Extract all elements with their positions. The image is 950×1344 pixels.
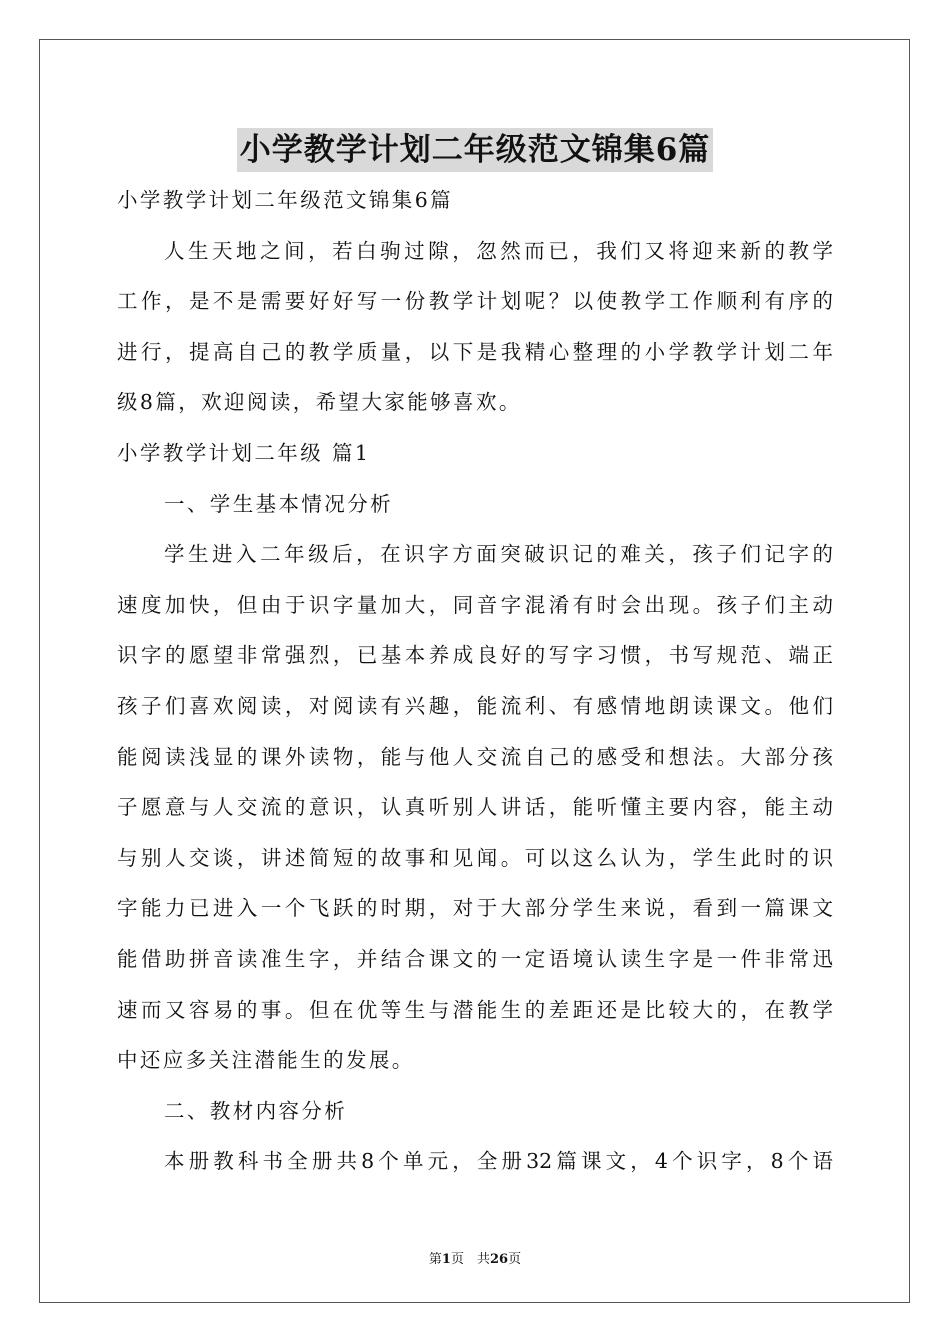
footer-middle: 页 共 [450,1252,490,1267]
document-body [117,180,833,1192]
total-page-count: 26 [489,1252,509,1267]
text-line: 小学教学计划二年级 篇1 [117,440,371,465]
text-line: 识字的愿望非常强烈，已基本养成良好的写字习惯，书写规范、端正 [117,643,833,668]
text-line: 子愿意与人交流的意识，认真听别人讲话，能听懂主要内容，能主动 [117,795,833,820]
text-line: 速度加快，但由于识字量加大，同音字混淆有时会出现。孩子们主动 [117,592,833,617]
title-container [0,128,950,172]
text-line: 孩子们喜欢阅读，对阅读有兴趣，能流利、有感情地朗读课文。他们 [117,693,833,718]
text-line: 二、教材内容分析 [164,1098,348,1123]
text-line: 能借助拼音读准生字，并结合课文的一定语境认读生字是一件非常迅 [117,946,833,971]
text-line: 与别人交谈，讲述简短的故事和见闻。可以这么认为，学生此时的识 [117,845,833,870]
text-line: 学生进入二年级后，在识字方面突破识记的难关，孩子们记字的 [164,542,833,567]
text-line: 人生天地之间，若白驹过隙，忽然而已，我们又将迎来新的教学 [164,238,833,263]
text-line: 速而又容易的事。但在优等生与潜能生的差距还是比较大的，在教学 [117,997,833,1022]
text-line: 工作，是不是需要好好写一份教学计划呢？以使教学工作顺利有序的 [117,289,833,314]
text-line: 字能力已进入一个飞跃的时期，对于大部分学生来说，看到一篇课文 [117,896,833,921]
current-page-number: 1 [441,1252,451,1267]
document-title: 小学教学计划二年级范文锦集6篇 [237,128,714,172]
footer-prefix: 第 [428,1252,442,1267]
text-line: 进行，提高自己的教学质量，以下是我精心整理的小学教学计划二年 [117,339,833,364]
text-line: 能阅读浅显的课外读物，能与他人交流自己的感受和想法。大部分孩 [117,744,833,769]
text-line: 一、学生基本情况分析 [164,491,393,516]
page-footer [0,1248,950,1267]
footer-suffix: 页 [508,1252,522,1267]
text-line: 本册教科书全册共8个单元，全册32篇课文，4个识字，8个语 [164,1149,833,1174]
text-line: 级8篇，欢迎阅读，希望大家能够喜欢。 [117,390,522,415]
text-line: 中还应多关注潜能生的发展。 [117,1048,415,1073]
text-line: 小学教学计划二年级范文锦集6篇 [117,188,454,212]
